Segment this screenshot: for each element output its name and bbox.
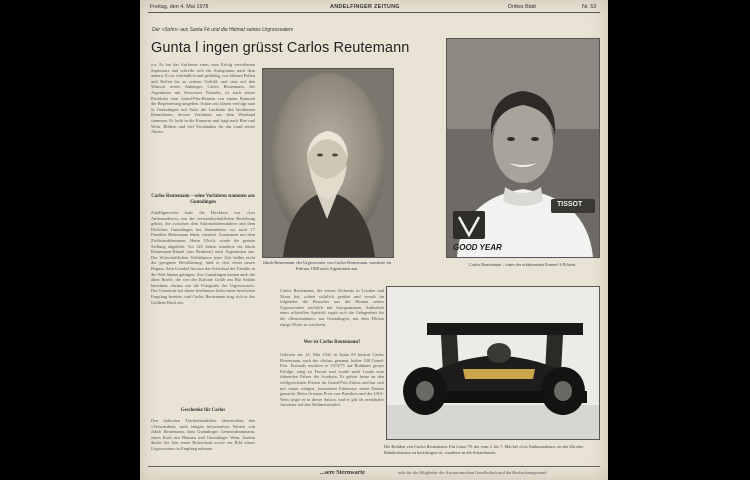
race-car-illustration: [387, 287, 599, 439]
driver-illustration: [447, 39, 599, 257]
issue-date: Freitag, den 4. Mai 1978: [150, 4, 209, 10]
next-article-headline: ...sere Sternwarte: [320, 470, 365, 476]
car-caption: Die Boliden von Carlos Reutemann: Ein Lotus 78, der vom 2. bis 7. Mai bei «Les Ambassadeurs» an der Zürcher Bahnhofstrasse zu besichtigen ist, wanderte in die Schaufenster.: [384, 444, 584, 455]
portrait-photo: [262, 68, 394, 258]
sponsor-goodyear-text: GOOD YEAR: [453, 243, 502, 252]
portrait-illustration: [263, 69, 393, 257]
issue-number: Nr. 53: [582, 4, 597, 10]
article-column-intro: z.a. Er hat das Auftreten eines vom Erfolg verwöhnten Superstars und schreibt sich ein Autogramm nach dem andern. Er ist verbindlich und geduldig, von kleinen Pullen und Reifen bis zu seinem Vorbild, und stets auf den Wunsch seiner Anhänger. Carlos Reutemann, der Argentinier mit Schweizer Wurzeln, ist nach seiner Rückkehr vom Grand-Prix-Rennen von einem Rummel der Begeisterung umgeben. Schon seit Jahren verfolgt man in Guntalingen mit Stolz die Laufbahn des berühmten Rennfahrers, dessen Vorfahren aus dem Weinland stammen. Er lacht in die Kameras und fragt nach Bier und Wein, Bildern und viel Verständnis für das Land seiner Ahnen.: [151, 62, 255, 135]
newspaper-name: ANDELFINGER ZEITUNG: [330, 4, 400, 10]
race-car-photo: [386, 286, 600, 440]
newspaper-page: [140, 0, 608, 480]
sponsor-tissot-text: TISSOT: [557, 201, 583, 208]
subheading-ancestors: Carlos Reutemann – seine Vorfahren stammen aus Guntalingen: [151, 194, 255, 205]
article-column-gifts: Den hübschen Trachtenmädchen überreichten den «Verwandten» nach einigen informativen Worten von Jakob Reutemann, dem Guntalinger Gemeindeammann, einen Korb mit Blumen und Guntalinger Wein. Zudem durfte der Star einen Holzschnitt sowie ein Bild seines Urgrossvaters in Empfang nehmen.: [151, 418, 255, 451]
article-column-visit: Carlos Reutemann, der seinen Wohnsitz in London und Nizza hat, schien sichtlich gerührt und versah im folgenden die Besucher aus der Heimat seines Urgrossvaters reichlich mit Autogrammen. Anlässlich eines offiziellen Apéritifs ergab sich die Gelegenheit für die «Reutemänner» aus Guntalingen, mit dem Piloten einige Worte zu wechseln.: [280, 288, 384, 327]
next-article-text: tude für die Mitglieder der Astronomischen Gesellschaft und die Beobachtungsstand: [398, 470, 547, 475]
subheading-gifts: Geschenke für Carlos: [180, 408, 226, 413]
header-rule: [148, 12, 600, 13]
driver-caption: Carlos Reutemann – einer der erfahrensten Formel-1-Piloten: [468, 262, 576, 267]
article-kicker: Der «Sohn» aus Santa Fé und die Heimat seines Urgrossvaters: [152, 27, 294, 33]
driver-photo: [446, 38, 600, 258]
article-column-ancestors: Zufälligerweise hatte die Direktion von «Les Ambassadeurs» von der verwandtschaftlichen Beziehung gehört, die zwischen dem Automobilrennfahrer und dem Dörfchen Guntalingen bei Stammheim, wo noch 17 Familien Reutemann leben, existiert. Zusammen mit dem Zivilstandsbeamten, Herrn Ulrich, wurde die genaue Stellung abgeklärt: Vor 120 Jahren wanderte ein Jakob Reutemann-Künzli (aus Benkeen) nach Argentinien aus. Der Wirtschaftlichen Verhältnisse jener Zeit halber nicht der geeignete Bevölkerung, fand er dort einen neuen Beginn. Sein Urenkel hat nun das Schicksal der Familie in die Welt hinaus getragen. Aus Guntalingen kamen auch die alten Briefe, die von der Kolonie Grütli am Rio Salado berichten, ebenso wie die Fotografie des Urgrossvaters. Die Gemeinde hat ihrem berühmten Sohn einen herzlichen Empfang bereitet, und Carlos Reutemann trug sich in das Goldene Buch ein.: [151, 210, 255, 305]
section-label: Drittes Blatt: [508, 4, 536, 10]
article-headline: Gunta l ingen grüsst Carlos Reutemann: [151, 40, 410, 56]
subheading-who: Wer ist Carlos Reutemann?: [303, 340, 361, 345]
portrait-caption: Jakob Reutemann, der Urgrossvater von Carlos Reutemann, wanderte im Februar 1858 nach Argentinien aus.: [262, 260, 392, 271]
bottom-rule: [148, 466, 600, 467]
article-column-biography: Geboren am 12. Mai 1942 in Santa Fé bestritt Carlos Reutemann, auch der «Sohn» genannt, bisher 100 Grand-Prix. Erstmals erschien er 1974/75 auf Brabham grosse Erfolge, stieg zu Ferrari und wurde nach Lauda zum führenden Fahrer der Scuderia. Er gehört heute zu den erfolgreichsten Piloten im Grand-Prix-Zirkus und hat sich mit seiner ruhigen, konstanten Fahrweise einen Namen gemacht. Beim Grossen Preis von Brasilien und der USA-West siegte er in dieser Saison, und er gilt als ernsthafter Anwärter auf den Weltmeistertitel.: [280, 352, 384, 408]
